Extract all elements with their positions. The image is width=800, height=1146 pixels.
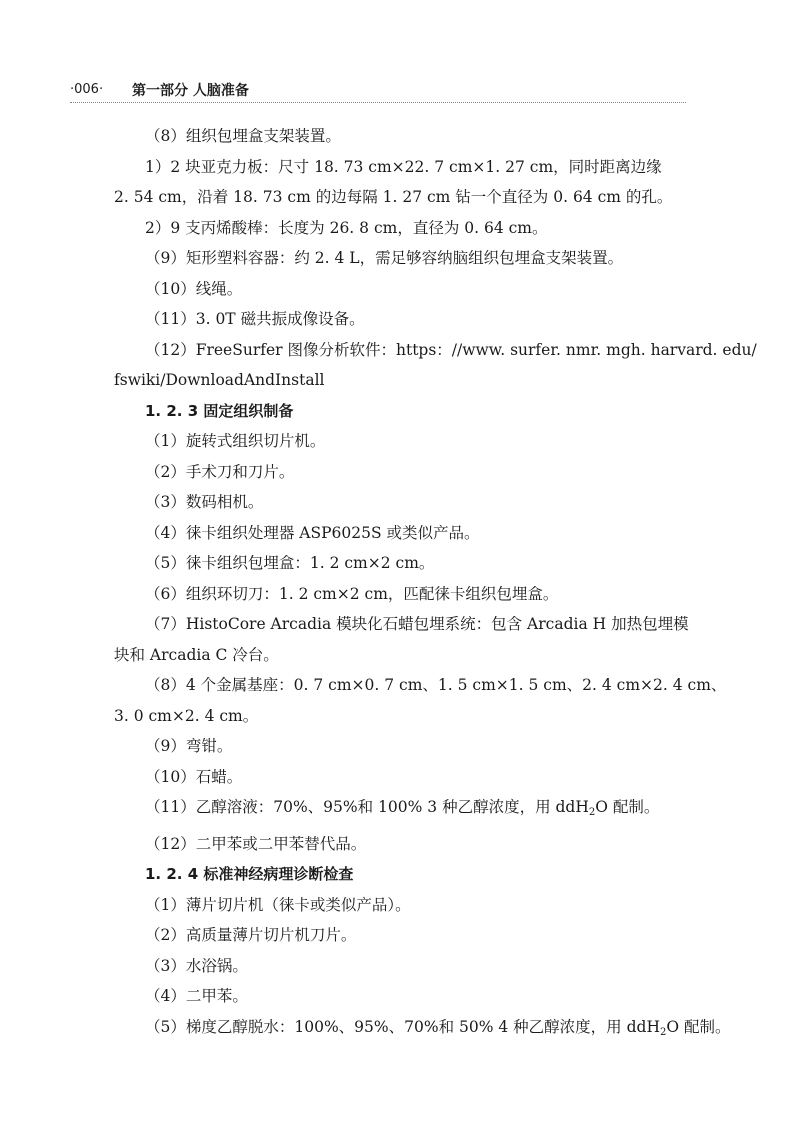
chapter-title: 第一部分 人脑准备 — [132, 83, 249, 99]
list-item: （3）水浴锅。 — [145, 956, 248, 975]
list-item: （12）二甲苯或二甲苯替代品。 — [145, 834, 367, 853]
list-item: （8）4 个金属基座：0. 7 cm×0. 7 cm、1. 5 cm×1. 5 cm、2. 4 cm×2. 4 cm、 — [145, 676, 727, 694]
item-text: （5）梯度乙醇脱水：100%、95%、70%和 50% 4 种乙醇浓度，用 ddH — [145, 1017, 660, 1036]
section-heading: 1. 2. 4 标准神经病理诊断检查 — [145, 865, 354, 883]
list-item: （4）二甲苯。 — [145, 987, 248, 1005]
list-item: （2）高质量薄片切片机刀片。 — [145, 926, 357, 944]
list-item: （1）薄片切片机（徕卡或类似产品）。 — [145, 895, 411, 914]
list-item: （7）HistoCore Arcadia 模块化石蜡包埋系统：包含 Arcadia H 加热包埋模 — [145, 615, 689, 633]
list-item-continuation: fswiki/DownloadAndInstall — [114, 371, 325, 389]
list-item: 2）9 支丙烯酸棒：长度为 26. 8 cm，直径为 0. 64 cm。 — [145, 218, 548, 237]
list-item: （3）数码相机。 — [145, 493, 264, 511]
list-item: （12）FreeSurfer 图像分析软件：https：//www. surfer. nmr. mgh. harvard. edu/ — [145, 340, 757, 359]
page-body — [114, 121, 757, 1048]
list-item: （6）组织环切刀：1. 2 cm×2 cm，匹配徕卡组织包埋盒。 — [145, 584, 559, 603]
list-item: （10）石蜡。 — [145, 767, 243, 786]
list-item: （4）徕卡组织处理器 ASP6025S 或类似产品。 — [145, 523, 480, 542]
list-item-continuation: 3. 0 cm×2. 4 cm。 — [114, 706, 259, 725]
running-header — [70, 76, 686, 103]
list-item — [114, 792, 690, 829]
list-item — [114, 1012, 731, 1049]
list-item: （5）徕卡组织包埋盒：1. 2 cm×2 cm。 — [145, 554, 435, 572]
list-item: （1）旋转式组织切片机。 — [145, 432, 326, 450]
subscript: 2 — [659, 1026, 667, 1038]
subscript: 2 — [588, 807, 596, 818]
section-heading: 1. 2. 3 固定组织制备 — [145, 401, 294, 420]
page-number: ·006· — [70, 82, 104, 97]
list-item-continuation: 2. 54 cm，沿着 18. 73 cm 的边每隔 1. 27 cm 钻一个直径为 0. 64 cm 的孔。 — [114, 188, 673, 206]
item-text-tail: O 配制。 — [666, 1017, 731, 1036]
list-item-continuation: 块和 Arcadia C 冷台。 — [114, 645, 279, 664]
list-item: （9）矩形塑料容器：约 2. 4 L，需足够容纳脑组织包埋盒支架装置。 — [145, 249, 624, 267]
item-text: （11）乙醇溶液：70%、95%和 100% 3 种乙醇浓度，用 ddH — [145, 798, 589, 816]
list-item: （11）3. 0T 磁共振成像设备。 — [145, 310, 365, 328]
list-item: （8）组织包埋盒支架装置。 — [145, 127, 341, 145]
list-item: （2）手术刀和刀片。 — [145, 462, 295, 481]
list-item: （9）弯钳。 — [145, 737, 233, 755]
list-item: 1）2 块亚克力板：尺寸 18. 73 cm×22. 7 cm×1. 27 cm，同时距离边缘 — [145, 157, 662, 176]
item-text-tail: O 配制。 — [595, 798, 660, 816]
list-item: （10）线绳。 — [145, 279, 243, 298]
